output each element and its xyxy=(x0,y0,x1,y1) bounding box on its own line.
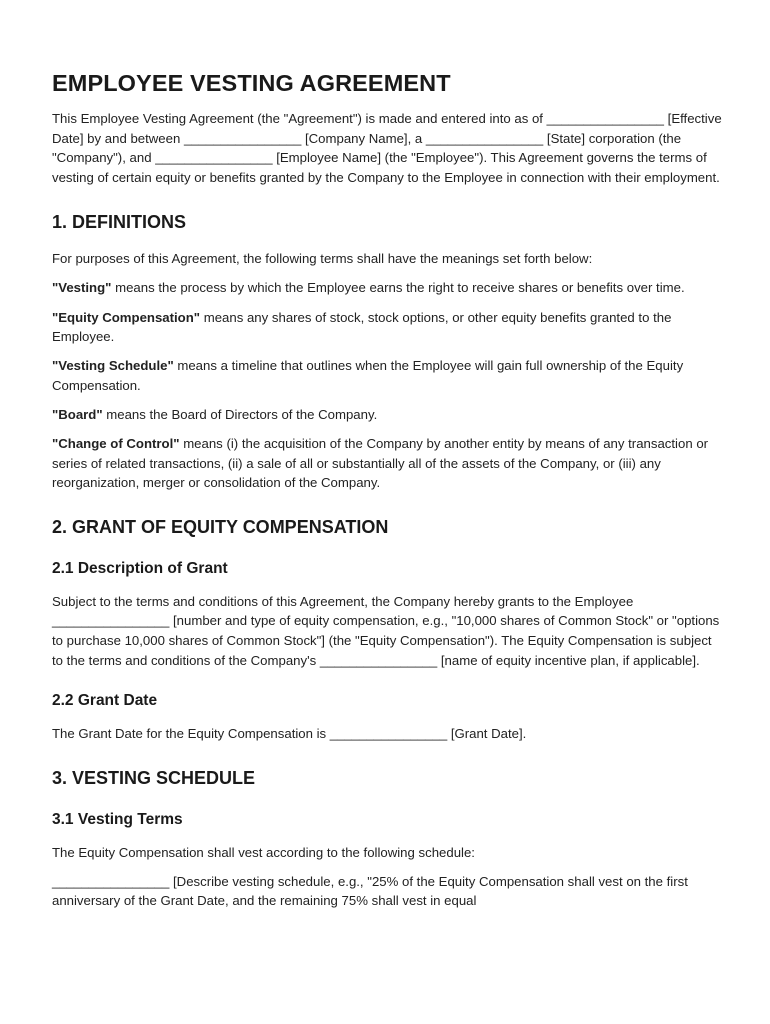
definition-text: means the Board of Directors of the Company. xyxy=(102,406,378,422)
definition-text: means a timeline that outlines when the Employee will gain full ownership of the Equity Compensation. xyxy=(52,358,684,393)
section-2-heading: 2. GRANT OF EQUITY COMPENSATION xyxy=(52,516,389,537)
definition-vesting xyxy=(52,278,722,298)
document-title: EMPLOYEE VESTING AGREEMENT xyxy=(52,70,451,96)
definition-term: "Vesting Schedule" xyxy=(52,358,174,374)
section-3-1-lead: The Equity Compensation shall vest according to the following schedule: xyxy=(52,844,475,860)
definition-text: means any shares of stock, stock options, or other equity benefits granted to the Employee. xyxy=(52,309,672,345)
definition-text: means the process by which the Employee earns the right to receive shares or benefits over time. xyxy=(111,280,685,296)
definition-vesting-schedule xyxy=(52,356,722,395)
section-3-1-heading: 3.1 Vesting Terms xyxy=(52,810,183,828)
intro-paragraph: This Employee Vesting Agreement (the "Agreement") is made and entered into as of ________________ [Effective Date] by and between ________________ [Company Name], a ________________ [State] corporation (the "Company"), and ________________ [Employee Name] (the "Employee"). This Agreement governs the terms of vesting of certain equity or benefits granted by the Company to the Employee in connection with their employment. xyxy=(52,111,722,185)
document-page xyxy=(52,70,722,921)
section-2-1-text: Subject to the terms and conditions of this Agreement, the Company hereby grants to the Employee ________________ [number and type of equity compensation, e.g., "10,000 shares of Common Stock" or "options to purchase 10,000 shares of Common Stock"] (the "Equity Compensation"). The Equity Compensation is subject to the terms and conditions of the Company's ________________ [name of equity incentive plan, if applicable]. xyxy=(52,593,720,668)
definition-change-of-control xyxy=(52,434,722,493)
definition-term: "Change of Control" xyxy=(52,436,180,452)
section-3-1-text: ________________ [Describe vesting schedule, e.g., "25% of the Equity Compensation shall vest on the first anniversary of the Grant Date, and the remaining 75% shall vest in equal xyxy=(52,873,688,909)
definition-term: "Vesting" xyxy=(52,280,112,296)
section-3-heading: 3. VESTING SCHEDULE xyxy=(52,767,256,788)
definition-term: "Equity Compensation" xyxy=(52,309,201,325)
section-1-heading: 1. DEFINITIONS xyxy=(52,212,187,233)
definition-board xyxy=(52,405,722,425)
section-2-2-text: The Grant Date for the Equity Compensation is ________________ [Grant Date]. xyxy=(52,726,527,742)
definition-text: means (i) the acquisition of the Company by another entity by means of any transaction or series of related transactions, (ii) a sale of all or substantially all of the assets of the Company, or (iii) any reorganization, merger or consolidation of the Company. xyxy=(52,436,709,491)
definitions-lead: For purposes of this Agreement, the following terms shall have the meanings set forth below: xyxy=(52,251,593,267)
definition-equity-compensation xyxy=(52,308,722,347)
section-2-2-heading: 2.2 Grant Date xyxy=(52,692,158,710)
definition-term: "Board" xyxy=(52,406,103,422)
section-2-1-heading: 2.1 Description of Grant xyxy=(52,559,228,577)
